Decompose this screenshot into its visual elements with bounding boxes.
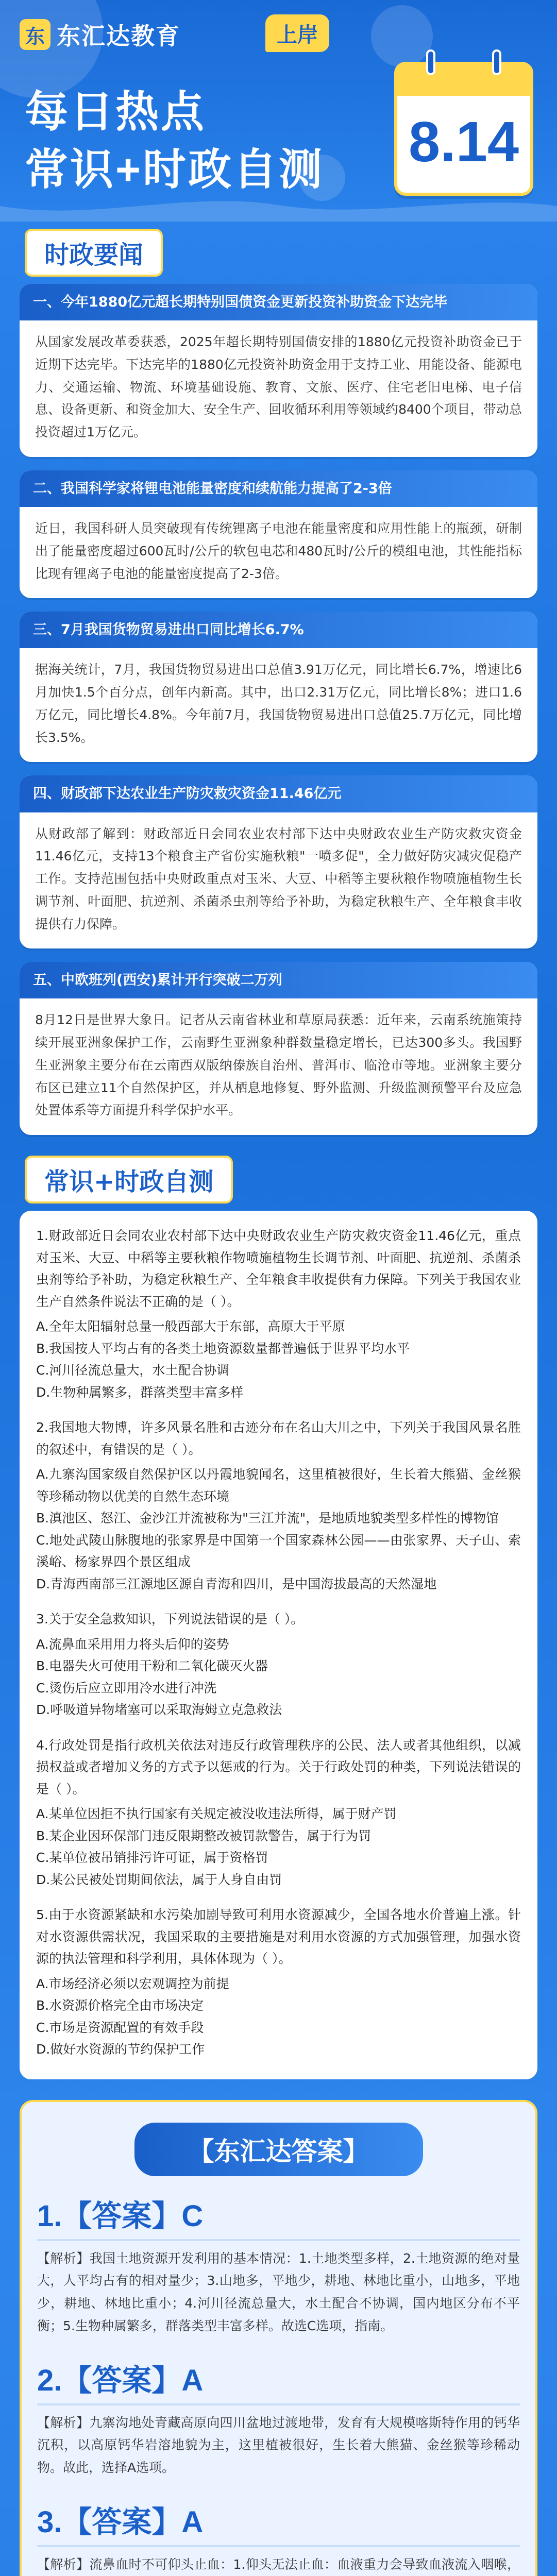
- quiz-question: [36, 1735, 521, 1891]
- answer-key: 2.【答案】A: [37, 2356, 520, 2405]
- quiz-question: [36, 1904, 521, 2061]
- question-option: D.某公民被处罚期间依法，属于人身自由罚: [36, 1872, 282, 1887]
- question-option: B.我国按人平均占有的各类土地资源数量都普遍低于世界平均水平: [36, 1341, 410, 1356]
- news-title: 三、7月我国货物贸易进出口同比增长6.7%: [20, 612, 537, 648]
- brand-name: 东汇达教育: [57, 23, 180, 49]
- news-item: [20, 962, 537, 1135]
- header-banner: [0, 0, 557, 222]
- answer-item: [37, 2192, 520, 2337]
- question-option: B.电器失火可使用干粉和二氧化碳灭火器: [36, 1658, 268, 1674]
- answer-section-label: 【东汇达答案】: [134, 2123, 423, 2176]
- question-option: A.某单位因拒不执行国家有关规定被没收违法所得，属于财产罚: [36, 1806, 397, 1822]
- question-option: D.呼吸道异物堵塞可以采取海姆立克急救法: [36, 1702, 282, 1718]
- question-option: D.青海西南部三江源地区源自青海和四川，是中国海拔最高的天然湿地: [36, 1576, 437, 1591]
- decor-bubble: [371, 5, 433, 67]
- question-option: D.生物种属繁多，群落类型丰富多样: [36, 1384, 244, 1400]
- brand-tag: 上岸: [265, 14, 329, 52]
- question-option: A.市场经济必须以宏观调控为前提: [36, 1976, 229, 1991]
- question-option: B.水资源价格完全由市场决定: [36, 1998, 204, 2013]
- question-option: B.滇池区、怒江、金沙江并流被称为"三江并流"，是地质地貌类型多样性的博物馆: [36, 1511, 499, 1526]
- news-title: 二、我国科学家将锂电池能量密度和续航能力提高了2-3倍: [20, 470, 537, 507]
- answer-explanation: 【解析】流鼻血时不可仰头止血：1.仰头无法止血：血液重力会导致血液流入咽喉，: [37, 2556, 520, 2572]
- question-stem: 5.由于水资源紧缺和水污染加剧导致可利用水资源减少，全国各地水价普遍上涨。针对水资源供需状况，我国采取的主要措施是对利用水资源的方式加强管理，加强水资源的执法管理和科学利用，具体体现为（ ）。: [36, 1907, 521, 1967]
- calendar-ring: [426, 49, 435, 75]
- news-body: 近日，我国科研人员突破现有传统锂离子电池在能量密度和应用性能上的瓶颈，研制出了能量密度超过600瓦时/公斤的软包电芯和480瓦时/公斤的模组电池，其性能指标比现有锂离子电池的能量密度提高了2-3倍。: [35, 521, 522, 581]
- question-option: D.做好水资源的节约保护工作: [36, 2042, 205, 2057]
- news-item: [20, 470, 537, 598]
- question-option: B.某企业因环保部门违反限期整改被罚款警告，属于行为罚: [36, 1828, 372, 1843]
- brand-logo: [20, 14, 241, 55]
- quiz-question: [36, 1225, 521, 1403]
- news-title: 五、中欧班列(西安)累计开行突破二万列: [20, 962, 537, 998]
- answer-key: 3.【答案】A: [37, 2498, 520, 2547]
- page-title-line2: 常识+时政自测: [25, 145, 325, 194]
- question-option: A.流鼻血采用用力将头后仰的姿势: [36, 1636, 229, 1652]
- question-option: C.河川径流总量大，水土配合协调: [36, 1363, 230, 1378]
- answer-explanation: 【解析】九寨沟地处青藏高原向四川盆地过渡地带，发育有大规模喀斯特作用的钙华沉积，以高原钙华岩溶地貌为主，这里植被很好，生长着大熊猫、金丝猴等珍稀动物。故此，选择A选项。: [37, 2415, 520, 2476]
- answer-item: [37, 2356, 520, 2479]
- question-stem: 3.关于安全急救知识，下列说法错误的是（ ）。: [36, 1612, 304, 1627]
- quiz-question: [36, 1608, 521, 1721]
- date-label: 8.14: [408, 110, 519, 174]
- news-item: [20, 612, 537, 762]
- news-item: [20, 284, 537, 457]
- question-option: A.全年太阳辐射总量一般西部大于东部，高原大于平原: [36, 1319, 345, 1334]
- answer-key: 1.【答案】C: [37, 2192, 520, 2241]
- question-option: C.某单位被吊销排污许可证，属于资格罚: [36, 1850, 268, 1866]
- news-body: 从财政部了解到：财政部近日会同农业农村部下达中央财政农业生产防灾救灾资金11.46亿元，支持13个粮食主产省份实施秋粮"一喷多促"，全力做好防灾减灾促稳产工作。支持范围包括中央财政重点对玉米、大豆、中稻等主要秋粮作物喷施植物生长调节剂、叶面肥、抗逆剂、杀菌杀虫剂等给予补助，为稳定秋粮生产、全年粮食丰收提供有力保障。: [35, 826, 522, 931]
- news-body: 据海关统计，7月，我国货物贸易进出口总值3.91万亿元，同比增长6.7%，增速比6月加快1.5个百分点，创年内新高。其中，出口2.31万亿元，同比增长8%；进口1.6万亿元，同比增长4.8%。今年前7月，我国货物贸易进出口总值25.7万亿元，同比增长3.5%。: [35, 662, 522, 745]
- answer-item: [37, 2498, 520, 2576]
- calendar-ring: [492, 49, 501, 75]
- answer-panel: [20, 2100, 537, 2576]
- quiz-section-label: 常识+时政自测: [25, 1156, 233, 1204]
- question-option: C.市场是资源配置的有效手段: [36, 2020, 204, 2035]
- news-body: 从国家发展改革委获悉，2025年超长期特别国债安排的1880亿元投资补助资金已于近期下达完毕。下达完毕的1880亿元投资补助资金用于支持工业、用能设备、能源电力、交通运输、物流、环境基础设施、教育、文旅、医疗、住宅老旧电梯、电子信息、设备更新、和资金加大、安全生产、回收循环利用等领域约8400个项目，带动总投资超过1万亿元。: [35, 334, 522, 440]
- question-stem: 4.行政处罚是指行政机关依法对违反行政管理秩序的公民、法人或者其他组织，以减损权益或者增加义务的方式予以惩戒的行为。关于行政处罚的种类，下列说法错误的是（ ）。: [36, 1737, 521, 1797]
- answer-explanation: 【解析】我国土地资源开发利用的基本情况：1.土地类型多样，2.土地资源的绝对量大，人平均占有的相对量少；3.山地多，平地少，耕地、林地比重小，山地多，平地少，耕地、林地比重小；4.河川径流总量大，水土配合不协调，国内地区分布不平衡；5.生物种属繁多，群落类型丰富多样。故选C选项，指南。: [37, 2250, 520, 2333]
- question-option: C.地处武陵山脉腹地的张家界是中国第一个国家森林公园——由张家界、天子山、索溪峪、杨家界四个景区组成: [36, 1532, 521, 1570]
- calendar-icon: [394, 62, 533, 196]
- question-stem: 1.财政部近日会同农业农村部下达中央财政农业生产防灾救灾资金11.46亿元，重点对玉米、大豆、中稻等主要秋粮作物喷施植物生长调节剂、叶面肥、抗逆剂、杀菌杀虫剂等给予补助，为稳定秋粮生产、全年粮食丰收提供有力保障。下列关于我国农业生产自然条件说法不正确的是（ ）。: [36, 1228, 521, 1309]
- page-title-line1: 每日热点: [25, 88, 207, 136]
- header-wave: [0, 191, 557, 222]
- question-option: A.九寨沟国家级自然保护区以丹霞地貌闻名，这里植被很好，生长着大熊猫、金丝猴等珍稀动物以优美的自然生态环境: [36, 1467, 521, 1504]
- news-title: 四、财政部下达农业生产防灾救灾资金11.46亿元: [20, 775, 537, 812]
- news-body: 8月12日是世界大象日。记者从云南省林业和草原局获悉：近年来，云南系统施策持续开展亚洲象保护工作，云南野生亚洲象种群数量稳定增长，已达300多头。我国野生亚洲象主要分布在云南西双版纳傣族自治州、普洱市、临沧市等地。亚洲象主要分布区已建立11个自然保护区，并从栖息地修复、野外监测、升级监测预警平台及应急处置体系等方面提升科学保护水平。: [35, 1012, 522, 1118]
- question-option: C.烫伤后应立即用冷水进行冲洗: [36, 1680, 217, 1696]
- question-stem: 2.我国地大物博，许多风景名胜和古迹分布在名山大川之中，下列关于我国风景名胜的叙述中，有错误的是（ ）。: [36, 1420, 521, 1457]
- news-title: 一、今年1880亿元超长期特别国债资金更新投资补助资金下达完毕: [20, 284, 537, 320]
- logo-icon: 东: [20, 19, 50, 50]
- quiz-card: [20, 1211, 537, 2079]
- news-item: [20, 775, 537, 948]
- calendar-top: [397, 65, 530, 96]
- quiz-question: [36, 1417, 521, 1595]
- news-section-label: 时政要闻: [25, 229, 163, 277]
